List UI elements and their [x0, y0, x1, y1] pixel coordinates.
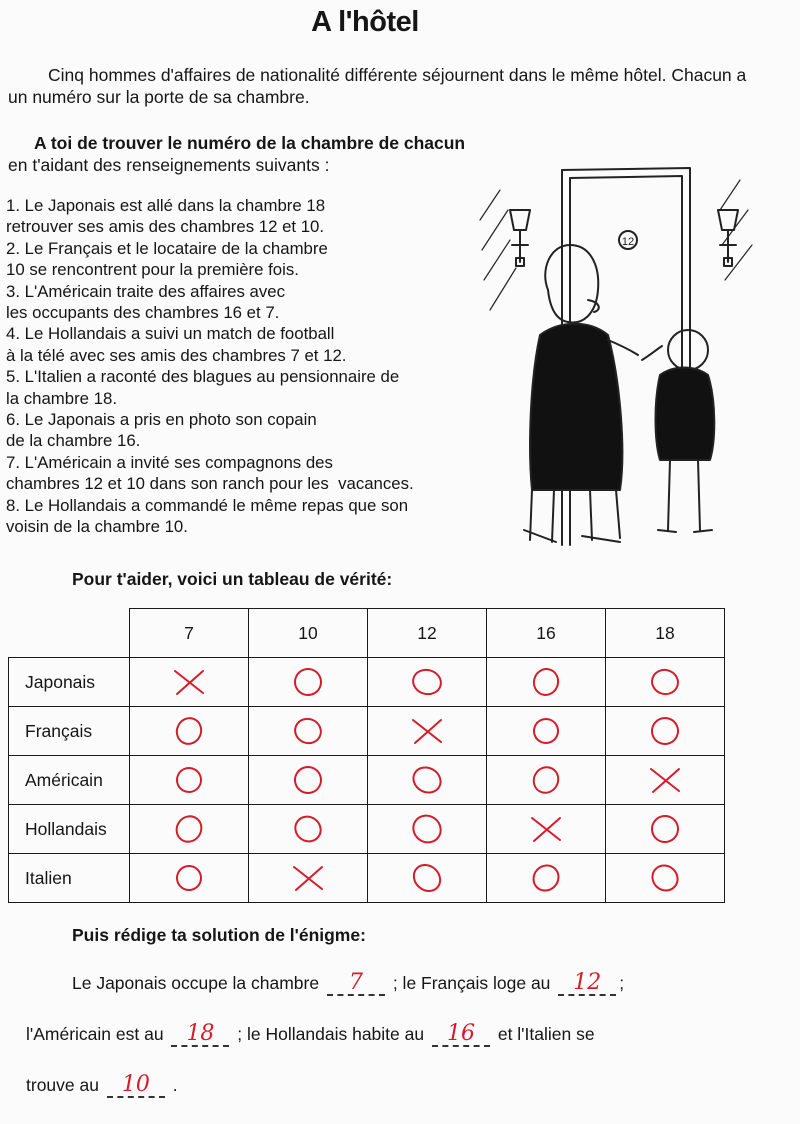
clues-list — [6, 195, 476, 538]
solution-text: ; le Hollandais habite au — [232, 1024, 429, 1044]
circle-icon — [288, 812, 328, 846]
solution-line-2 — [26, 1023, 595, 1047]
circle-icon — [407, 763, 447, 797]
circle-icon — [407, 812, 447, 846]
solution-text: l'Américain est au — [26, 1024, 169, 1044]
clue-line: à la télé avec ses amis des chambres 7 et 12. — [6, 345, 347, 365]
clue-line: 6. Le Japonais a pris en photo son copain — [6, 410, 317, 430]
door-number: 12 — [621, 236, 635, 248]
clue-line: 3. L'Américain traite des affaires avec — [6, 281, 285, 301]
solution-text: et l'Italien se — [492, 1024, 595, 1044]
answer-americain-field[interactable]: 18 — [171, 1023, 229, 1047]
row-label: Américain — [9, 756, 130, 805]
clue-line: 10 se rencontrent pour la première fois. — [6, 260, 299, 280]
cross-mark-cell[interactable] — [487, 805, 606, 854]
table-heading: Pour t'aider, voici un tableau de vérité: — [72, 569, 393, 589]
circle-mark-cell[interactable] — [368, 756, 487, 805]
clue-line: chambres 12 et 10 dans son ranch pour les vacances. — [6, 474, 414, 494]
circle-mark-cell[interactable] — [130, 707, 249, 756]
table-row — [9, 805, 725, 854]
circle-mark-cell[interactable] — [606, 707, 725, 756]
circle-mark-cell[interactable] — [249, 756, 368, 805]
circle-mark-cell[interactable] — [368, 854, 487, 903]
row-label: Hollandais — [9, 805, 130, 854]
answer-hollandais-field[interactable]: 16 — [432, 1023, 490, 1047]
column-header-room: 7 — [130, 609, 249, 658]
circle-mark-cell[interactable] — [249, 805, 368, 854]
table-row — [9, 658, 725, 707]
task-rest: en t'aidant des renseignements suivants : — [8, 154, 330, 175]
circle-mark-cell[interactable] — [368, 658, 487, 707]
clue-line: de la chambre 16. — [6, 431, 141, 451]
circle-icon — [288, 763, 328, 797]
clue-line: 4. Le Hollandais a suivi un match de football — [6, 324, 335, 344]
answer-italien-field[interactable]: 10 — [107, 1074, 165, 1098]
clue-line: les occupants des chambres 16 et 7. — [6, 303, 280, 323]
circle-mark-cell[interactable] — [130, 805, 249, 854]
clue-line: 5. L'Italien a raconté des blagues au pensionnaire de — [6, 367, 400, 387]
cross-icon — [169, 665, 209, 699]
circle-icon — [407, 665, 447, 699]
cross-mark-cell[interactable] — [606, 756, 725, 805]
circle-icon — [169, 763, 209, 797]
circle-mark-cell[interactable] — [606, 805, 725, 854]
solution-text: . — [167, 1075, 178, 1095]
table-row — [9, 707, 725, 756]
clue-line: la chambre 18. — [6, 388, 118, 408]
column-header-room: 10 — [249, 609, 368, 658]
circle-mark-cell[interactable] — [487, 756, 606, 805]
circle-icon — [645, 714, 685, 748]
circle-icon — [169, 861, 209, 895]
circle-icon — [288, 714, 328, 748]
solution-heading: Puis rédige ta solution de l'énigme: — [72, 925, 366, 945]
column-header-room: 18 — [606, 609, 725, 658]
clue-line: 2. Le Français et le locataire de la chambre — [6, 238, 328, 258]
cross-icon — [288, 861, 328, 895]
circle-mark-cell[interactable] — [130, 854, 249, 903]
circle-mark-cell[interactable] — [487, 854, 606, 903]
answer-japonais-field[interactable]: 7 — [327, 972, 385, 996]
wall-lamp-left-icon — [510, 210, 530, 266]
clue-line: retrouver ses amis des chambres 12 et 10. — [6, 217, 325, 237]
cross-mark-cell[interactable] — [249, 854, 368, 903]
solution-text: Le Japonais occupe la chambre — [72, 973, 324, 993]
cross-icon — [645, 763, 685, 797]
hotel-cartoon-illustration — [470, 150, 760, 550]
wall-lamp-right-icon — [718, 210, 738, 266]
answer-francais-field[interactable]: 12 — [558, 972, 616, 996]
table-header-row — [9, 609, 725, 658]
circle-mark-cell[interactable] — [249, 707, 368, 756]
column-header-room: 16 — [487, 609, 606, 658]
clue-line: voisin de la chambre 10. — [6, 517, 188, 537]
column-header-room: 12 — [368, 609, 487, 658]
page-title: A l'hôtel — [311, 6, 419, 38]
circle-mark-cell[interactable] — [606, 854, 725, 903]
row-label: Français — [9, 707, 130, 756]
circle-icon — [526, 714, 566, 748]
cross-mark-cell[interactable] — [130, 658, 249, 707]
row-label: Japonais — [9, 658, 130, 707]
task-bold: A toi de trouver le numéro de la chambre de chacun — [34, 133, 466, 153]
intro-paragraph: Cinq hommes d'affaires de nationalité différente séjournent dans le même hôtel. Chacun a un numéro sur la porte de sa chambre. — [8, 65, 747, 107]
cross-icon — [407, 714, 447, 748]
solution-text: ; — [619, 973, 625, 993]
tall-man-head — [545, 245, 598, 323]
circle-mark-cell[interactable] — [487, 707, 606, 756]
circle-icon — [288, 665, 328, 699]
table-row — [9, 756, 725, 805]
circle-icon — [526, 763, 566, 797]
row-label: Italien — [9, 854, 130, 903]
circle-icon — [526, 665, 566, 699]
solution-text: ; le Français loge au — [387, 973, 556, 993]
solution-line-3 — [26, 1074, 178, 1098]
clue-line: 8. Le Hollandais a commandé le même repas que son — [6, 495, 409, 515]
circle-icon — [407, 861, 447, 895]
short-man-head — [668, 330, 708, 370]
solution-text: trouve au — [26, 1075, 104, 1095]
circle-icon — [645, 861, 685, 895]
circle-mark-cell[interactable] — [368, 805, 487, 854]
circle-icon — [645, 665, 685, 699]
table-row — [9, 854, 725, 903]
truth-table — [8, 608, 725, 903]
circle-mark-cell[interactable] — [249, 658, 368, 707]
table-corner — [9, 609, 130, 658]
circle-icon — [169, 812, 209, 846]
task-paragraph — [8, 133, 478, 176]
clue-line: 1. Le Japonais est allé dans la chambre 18 — [6, 196, 326, 215]
circle-icon — [169, 714, 209, 748]
circle-icon — [526, 861, 566, 895]
cross-icon — [526, 812, 566, 846]
solution-line-1 — [72, 972, 624, 996]
circle-mark-cell[interactable] — [487, 658, 606, 707]
clue-line: 7. L'Américain a invité ses compagnons des — [6, 452, 333, 472]
circle-mark-cell[interactable] — [606, 658, 725, 707]
circle-mark-cell[interactable] — [130, 756, 249, 805]
circle-icon — [645, 812, 685, 846]
cross-mark-cell[interactable] — [368, 707, 487, 756]
